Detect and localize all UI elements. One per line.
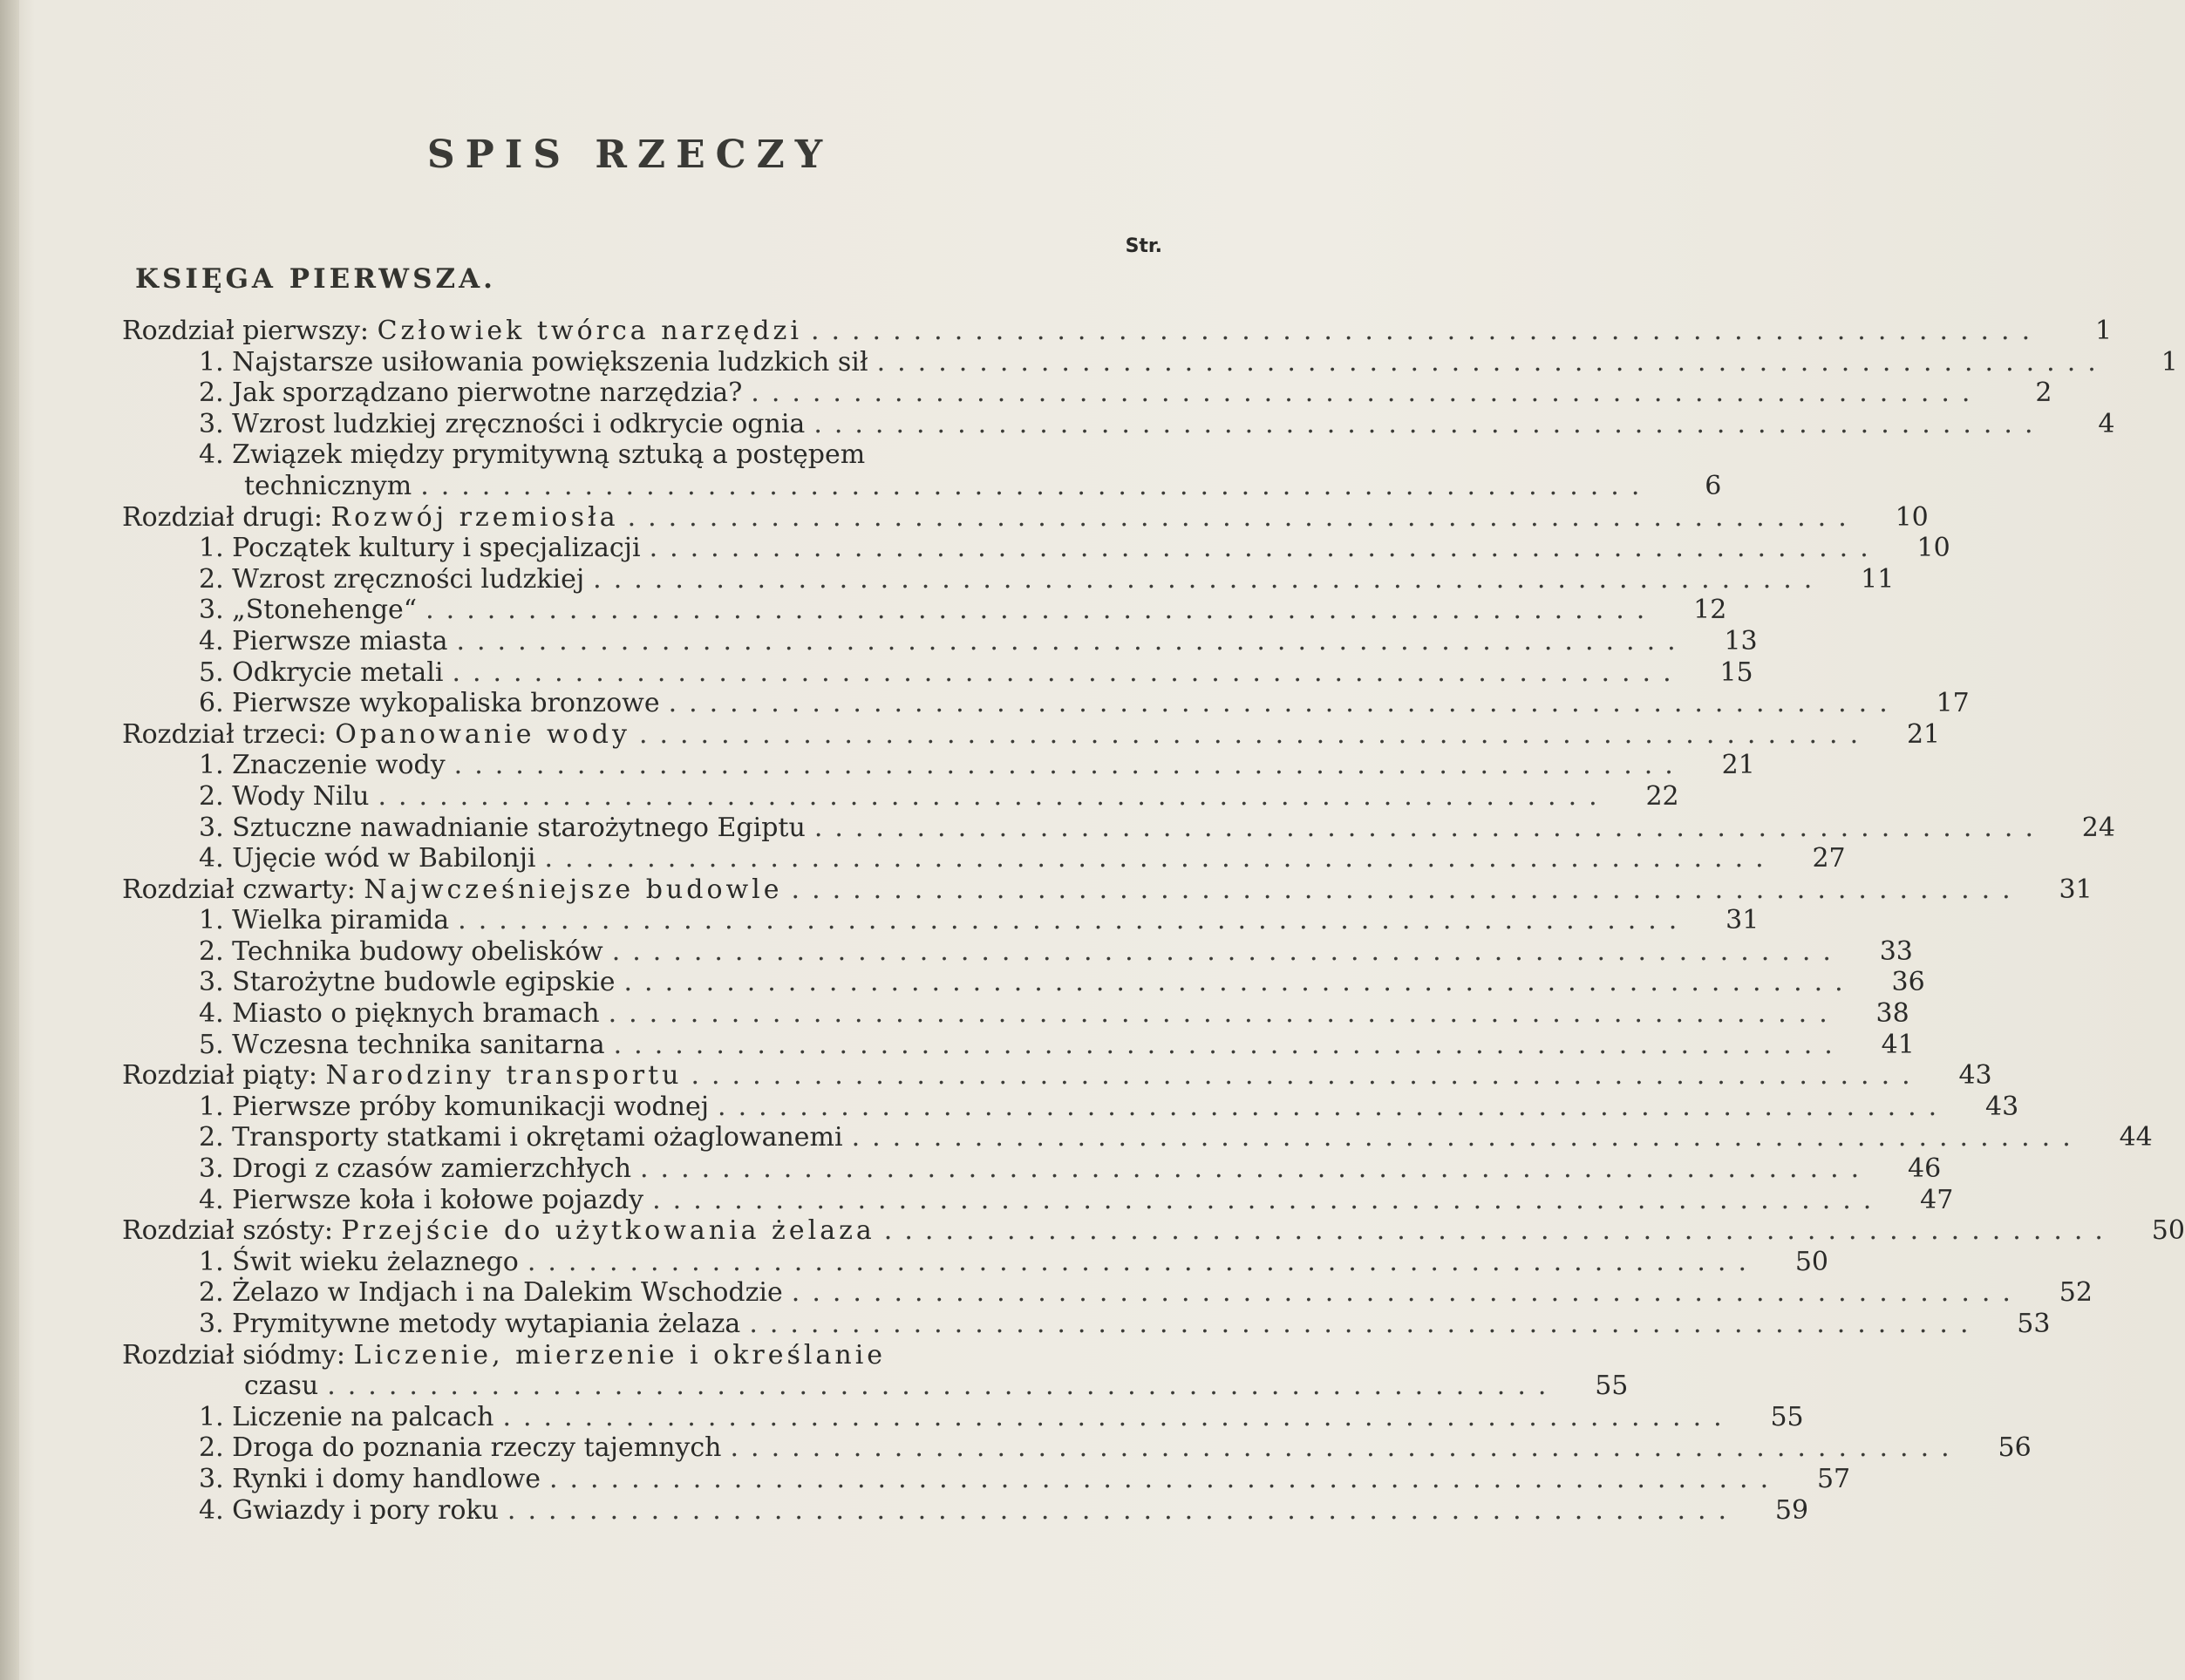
toc-section-row xyxy=(122,905,1760,936)
toc-section-row xyxy=(122,935,1913,968)
toc-page-number: 50 xyxy=(1794,1246,1828,1277)
toc-section-row xyxy=(122,1029,1915,1061)
page-gutter-edge xyxy=(0,0,19,1680)
toc-entry-label: 2. Droga do poznania rzeczy tajemnych xyxy=(199,1432,722,1464)
toc-page-number: 36 xyxy=(1891,967,1925,998)
toc-entry-label: 3. Wzrost ludzkiej zręczności i odkrycie ognia xyxy=(199,408,806,439)
toc-entry-label: 1. Wielka piramida xyxy=(199,905,450,936)
toc-page-number: 47 xyxy=(1920,1184,1954,1215)
leader-dots: ............................................................ xyxy=(378,780,1610,812)
toc-section-row xyxy=(122,843,1846,874)
toc-page-number: 50 xyxy=(2151,1215,2185,1247)
leader-dots: ............................................................ xyxy=(649,533,1881,564)
leader-dots: ............................................................ xyxy=(791,1277,2023,1309)
toc-page-number: 43 xyxy=(1958,1060,1992,1092)
chapter-prefix: Rozdział pierwszy: xyxy=(122,316,378,346)
chapter-prefix: Rozdział trzeci: xyxy=(122,718,336,750)
leader-dots: ............................................................ xyxy=(627,501,1859,533)
toc-section-row xyxy=(122,595,1727,626)
toc-page-number: 31 xyxy=(1726,905,1760,936)
toc-section-row xyxy=(122,1122,2153,1153)
toc-page-number: 11 xyxy=(1861,563,1895,595)
toc-page-number: 24 xyxy=(2081,812,2115,843)
chapter-prefix: Rozdział szósty: xyxy=(122,1215,342,1247)
leader-dots: ............................................................ xyxy=(813,812,2045,843)
toc-entry-label: 2. Żelazo w Indjach i na Dalekim Wschodzie xyxy=(199,1277,783,1309)
toc-section-row xyxy=(122,1463,1851,1495)
toc-page-number: 52 xyxy=(2059,1277,2093,1309)
toc-page-number: 55 xyxy=(1770,1401,1804,1432)
toc-entry-label: 1. Świt wieku żelaznego xyxy=(199,1246,519,1277)
toc-chapter-row xyxy=(122,1215,2185,1247)
toc-page-number: 12 xyxy=(1693,595,1727,626)
toc-page-number: 44 xyxy=(2119,1122,2153,1153)
leader-dots: ............................................................ xyxy=(548,1463,1781,1494)
toc-section-row xyxy=(122,812,2115,844)
leader-dots: ............................................................ xyxy=(810,316,2043,346)
toc-entry-label: technicznym xyxy=(244,470,412,501)
toc-section-row xyxy=(122,1277,2093,1309)
leader-dots: ............................................................ xyxy=(749,1309,1981,1339)
leader-dots: ............................................................ xyxy=(668,688,1900,719)
leader-dots: ............................................................ xyxy=(452,656,1684,688)
leader-dots: ............................................................ xyxy=(458,905,1690,936)
leader-dots: ............................................................ xyxy=(691,1060,1923,1092)
toc-chapter-row xyxy=(122,1060,1992,1092)
table-of-contents xyxy=(122,316,2185,1526)
toc-entry-label: 3. Prymitywne metody wytapiania żelaza xyxy=(199,1309,741,1339)
toc-section-row xyxy=(122,470,1722,502)
leader-dots: ............................................................ xyxy=(456,625,1688,656)
toc-entry-label: 1. Liczenie na palcach xyxy=(199,1401,494,1432)
toc-section-row xyxy=(122,625,1758,657)
leader-dots: ............................................................ xyxy=(453,750,1685,781)
chapter-title: Przejście do użytkowania żelaza xyxy=(341,1215,875,1247)
leader-dots: ............................................................ xyxy=(791,874,2023,905)
toc-section-row xyxy=(122,780,1679,813)
leader-dots: ............................................................ xyxy=(613,1029,1845,1060)
toc-section-row xyxy=(122,967,1925,998)
toc-page-number: 21 xyxy=(1906,718,1941,750)
chapter-title: Liczenie, mierzenie i określanie xyxy=(353,1339,887,1371)
chapter-title: Rozwój rzemiosła xyxy=(330,501,619,533)
leader-dots: ............................................................ xyxy=(640,1153,1872,1185)
toc-entry-label: 4. Ujęcie wód w Babilonji xyxy=(199,843,536,874)
toc-entry-label: 6. Pierwsze wykopaliska bronzowe xyxy=(199,688,660,719)
toc-page-number: 53 xyxy=(2017,1309,2051,1339)
toc-section-row xyxy=(122,1401,1804,1433)
leader-dots: ............................................................ xyxy=(623,967,1855,998)
toc-entry-label: 3. Starożytne budowle egipskie xyxy=(199,967,616,998)
toc-section-row xyxy=(122,1184,1954,1216)
toc-page-number: 56 xyxy=(1998,1432,2032,1464)
leader-dots: ............................................................ xyxy=(608,998,1840,1030)
toc-entry-label: 2. Wzrost zręczności ludzkiej xyxy=(199,563,585,595)
toc-entry-label: 4. Związek między prymitywną sztuką a postępem xyxy=(199,439,866,471)
toc-entry-label: 2. Wody Nilu xyxy=(199,780,370,812)
toc-entry-label: 2. Transporty statkami i okrętami ożaglowanemi xyxy=(199,1122,843,1153)
leader-dots: ............................................................ xyxy=(507,1494,1739,1526)
toc-entry-label xyxy=(122,502,619,533)
toc-entry-label xyxy=(122,1060,682,1091)
toc-entry-label xyxy=(122,1340,886,1371)
toc-section-row xyxy=(122,1494,1809,1527)
toc-entry-label: 3. „Stonehenge“ xyxy=(199,595,418,626)
page-column-label: Str. xyxy=(1125,235,1162,257)
toc-page-number: 41 xyxy=(1881,1029,1915,1060)
toc-page-number: 1 xyxy=(2095,316,2113,346)
toc-section-row xyxy=(122,533,1950,564)
toc-entry-label xyxy=(122,1215,875,1246)
toc-page-number: 27 xyxy=(1812,843,1846,874)
leader-dots: ............................................................ xyxy=(593,563,1825,595)
leader-dots: ............................................................ xyxy=(420,470,1652,501)
toc-entry-label: 4. Pierwsze miasta xyxy=(199,625,448,656)
toc-page-number: 22 xyxy=(1645,780,1679,812)
leader-dots: ............................................................ xyxy=(327,1371,1559,1402)
toc-section-row xyxy=(122,1246,1828,1278)
toc-section-row xyxy=(122,1432,2032,1464)
chapter-prefix: Rozdział drugi: xyxy=(122,501,331,533)
toc-entry-label: czasu xyxy=(244,1371,319,1402)
toc-entry-label: 3. Rynki i domy handlowe xyxy=(199,1463,541,1494)
toc-entry-label: 1. Najstarsze usiłowania powiększenia ludzkich sił xyxy=(199,346,868,377)
toc-section-row xyxy=(122,656,1753,689)
toc-page-number: 17 xyxy=(1936,688,1970,719)
toc-page-number: 2 xyxy=(2035,377,2052,409)
chapter-title: Człowiek twórca narzędzi xyxy=(377,316,802,346)
toc-chapter-row xyxy=(122,718,1941,751)
leader-dots: ............................................................ xyxy=(851,1122,2083,1153)
toc-chapter-row xyxy=(122,316,2113,347)
leader-dots: ............................................................ xyxy=(876,346,2108,377)
toc-page-number: 21 xyxy=(1721,750,1755,781)
toc-section-row xyxy=(122,377,2052,409)
toc-entry-label: 4. Gwiazdy i pory roku xyxy=(199,1494,499,1526)
toc-page-number: 31 xyxy=(2059,874,2093,905)
toc-page-number: 33 xyxy=(1879,935,1913,967)
toc-page-number: 10 xyxy=(1916,533,1950,564)
leader-dots: ............................................................ xyxy=(638,718,1871,750)
toc-page-number: 38 xyxy=(1875,998,1909,1030)
page-title: SPIS RZECZY xyxy=(426,133,834,177)
leader-dots: ............................................................ xyxy=(611,935,1843,967)
toc-page-number: 59 xyxy=(1774,1494,1809,1526)
toc-entry-label: 2. Technika budowy obelisków xyxy=(199,935,603,967)
leader-dots: ............................................................ xyxy=(813,408,2045,439)
leader-dots: ............................................................ xyxy=(544,843,1776,874)
leader-dots: ............................................................ xyxy=(883,1215,2115,1247)
toc-section-row xyxy=(122,688,1970,719)
leader-dots: ............................................................ xyxy=(527,1246,1759,1277)
chapter-title: Opanowanie wody xyxy=(335,718,630,750)
toc-section-row xyxy=(122,439,1168,471)
toc-section-row xyxy=(122,346,2178,378)
leader-dots: ............................................................ xyxy=(502,1401,1734,1432)
toc-page-number: 6 xyxy=(1705,470,1722,501)
toc-page-number: 46 xyxy=(1908,1153,1942,1185)
toc-section-row xyxy=(122,563,1895,595)
toc-section-row xyxy=(122,1091,2019,1123)
toc-entry-label xyxy=(122,316,802,346)
leader-dots: ............................................................ xyxy=(751,377,1983,409)
toc-entry-label: 4. Pierwsze koła i kołowe pojazdy xyxy=(199,1184,644,1215)
toc-page-number: 4 xyxy=(2098,408,2115,439)
toc-section-row xyxy=(122,1371,1629,1402)
toc-chapter-row xyxy=(122,1340,1168,1371)
chapter-prefix: Rozdział siódmy: xyxy=(122,1339,354,1371)
toc-page-number: 55 xyxy=(1595,1371,1629,1402)
toc-page-number: 43 xyxy=(1985,1091,2019,1122)
toc-entry-label: 5. Wczesna technika sanitarna xyxy=(199,1029,605,1060)
toc-entry-label: 2. Jak sporządzano pierwotne narzędzia? xyxy=(199,377,743,409)
toc-page-number: 13 xyxy=(1724,625,1758,656)
toc-section-row xyxy=(122,750,1755,781)
toc-entry-label: 1. Pierwsze próby komunikacji wodnej xyxy=(199,1091,710,1122)
toc-section-row xyxy=(122,1309,2051,1340)
toc-page-number: 15 xyxy=(1719,656,1753,688)
chapter-title: Narodziny transportu xyxy=(325,1060,683,1092)
toc-entry-label: 1. Początek kultury i specjalizacji xyxy=(199,533,641,564)
toc-section-row xyxy=(122,998,1909,1030)
leader-dots: ............................................................ xyxy=(652,1184,1884,1215)
toc-entry-label: 1. Znaczenie wody xyxy=(199,750,446,781)
toc-entry-label: 3. Sztuczne nawadnianie starożytnego Egiptu xyxy=(199,812,806,843)
chapter-prefix: Rozdział czwarty: xyxy=(122,874,364,905)
chapter-title: Najwcześniejsze budowle xyxy=(364,874,783,905)
toc-page-number: 1 xyxy=(2161,346,2178,377)
toc-entry-label: 3. Drogi z czasów zamierzchłych xyxy=(199,1153,632,1185)
toc-chapter-row xyxy=(122,874,2093,906)
chapter-prefix: Rozdział piąty: xyxy=(122,1060,326,1092)
toc-section-row xyxy=(122,408,2115,440)
toc-entry-label xyxy=(122,719,630,750)
toc-page-number: 10 xyxy=(1895,501,1929,533)
toc-section-row xyxy=(122,1153,1942,1185)
toc-chapter-row xyxy=(122,501,1929,534)
toc-page-number: 57 xyxy=(1816,1463,1851,1494)
leader-dots: ............................................................ xyxy=(425,595,1657,626)
toc-entry-label xyxy=(122,874,783,905)
leader-dots: ............................................................ xyxy=(730,1432,1962,1464)
book-heading: KSIĘGA PIERWSZA. xyxy=(135,263,496,295)
leader-dots: ............................................................ xyxy=(718,1091,1950,1122)
toc-entry-label: 4. Miasto o pięknych bramach xyxy=(199,998,600,1030)
toc-entry-label: 5. Odkrycie metali xyxy=(199,656,444,688)
